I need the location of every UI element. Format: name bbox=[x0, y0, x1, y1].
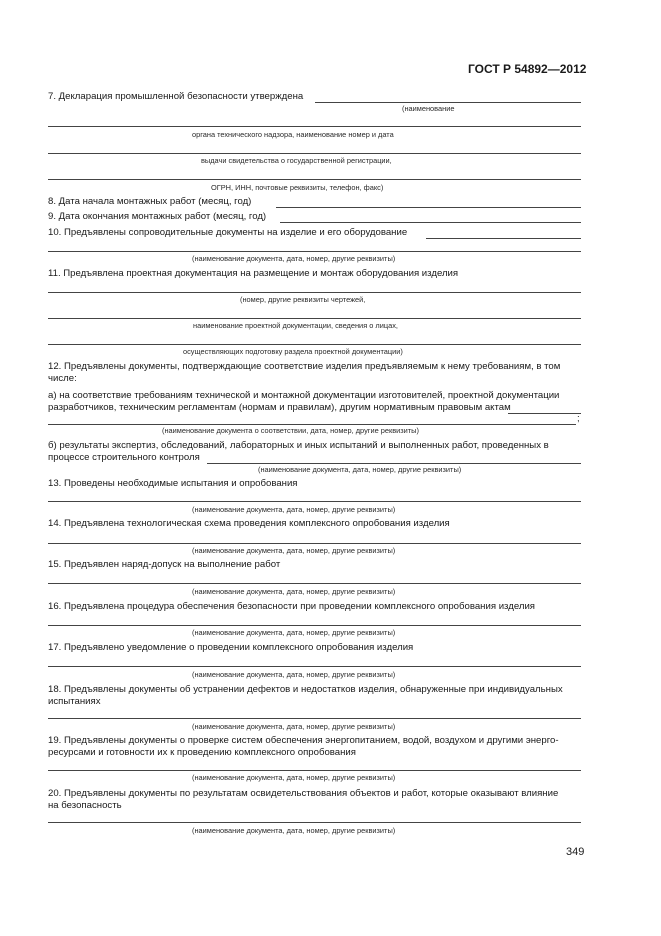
caption-proekt: наименование проектной документации, сведения о лицах, bbox=[193, 321, 398, 330]
item-17-text: 17. Предъявлено уведомление о проведении комплексного опробования изделия bbox=[48, 642, 414, 653]
caption-naimenovanie: (наименование bbox=[402, 104, 455, 113]
item-14-line bbox=[48, 543, 581, 544]
caption-doc-13: (наименование документа, дата, номер, другие реквизиты) bbox=[192, 505, 396, 514]
caption-doc-19: (наименование документа, дата, номер, другие реквизиты) bbox=[192, 773, 396, 782]
item-20-line bbox=[48, 822, 581, 823]
line-vydachi bbox=[48, 153, 581, 154]
caption-doc-20: (наименование документа, дата, номер, другие реквизиты) bbox=[192, 826, 396, 835]
standard-header: ГОСТ Р 54892—2012 bbox=[468, 62, 587, 76]
line-ogrn bbox=[48, 179, 581, 180]
item-18-text-2: испытаниях bbox=[48, 696, 101, 707]
item-18-text-1: 18. Предъявлены документы об устранении дефектов и недостатков изделия, обнаруженные при индивидуальных bbox=[48, 684, 563, 695]
caption-ogrn: ОГРН, ИНН, почтовые реквизиты, телефон, факс) bbox=[211, 183, 384, 192]
item-10-line bbox=[426, 238, 581, 239]
item-13-line bbox=[48, 501, 581, 502]
item-10-text: 10. Предъявлены сопроводительные документы на изделие и его оборудование bbox=[48, 227, 408, 238]
caption-osush: осуществляющих подготовку раздела проектной документации) bbox=[183, 347, 403, 356]
item-15-text: 15. Предъявлен наряд-допуск на выполнение работ bbox=[48, 559, 281, 570]
item-12-text-2: числе: bbox=[48, 373, 77, 384]
item-12a-line-2 bbox=[48, 424, 576, 425]
item-13-text: 13. Проведены необходимые испытания и опробования bbox=[48, 478, 298, 489]
item-12a-line bbox=[508, 413, 581, 414]
item-20-text-2: на безопасность bbox=[48, 800, 122, 811]
caption-doc-12b: (наименование документа, дата, номер, другие реквизиты) bbox=[258, 465, 462, 474]
item-12-text-1: 12. Предъявлены документы, подтверждающие соответствие изделия предъявляемым к нему требованиям, в том bbox=[48, 361, 561, 372]
item-12b-text-2: процессе строительного контроля bbox=[48, 452, 200, 463]
item-18-line bbox=[48, 718, 581, 719]
line-organ bbox=[48, 126, 581, 127]
page-number: 349 bbox=[566, 846, 585, 858]
item-19-line bbox=[48, 770, 581, 771]
item-11-text: 11. Предъявлена проектная документация на размещение и монтаж оборудования изделия bbox=[48, 268, 459, 279]
item-9-line bbox=[280, 222, 581, 223]
caption-doc-16: (наименование документа, дата, номер, другие реквизиты) bbox=[192, 628, 396, 637]
caption-doc-17: (наименование документа, дата, номер, другие реквизиты) bbox=[192, 670, 396, 679]
item-12a-text-2: разработчиков, техническим регламентам (нормам и правилам), другим нормативным правовым актам bbox=[48, 402, 511, 413]
item-19-text-2: ресурсами и готовности их к проведению комплексного опробования bbox=[48, 747, 356, 758]
caption-vydachi: выдачи свидетельства о государственной регистрации, bbox=[201, 156, 392, 165]
line-osush bbox=[48, 344, 581, 345]
caption-sootv: (наименование документа о соответствии, дата, номер, другие реквизиты) bbox=[162, 426, 419, 435]
item-7-text: 7. Декларация промышленной безопасности утверждена bbox=[48, 91, 304, 102]
semicolon: ; bbox=[577, 413, 580, 424]
item-12b-line bbox=[207, 463, 581, 464]
item-8-line bbox=[276, 207, 581, 208]
item-17-line bbox=[48, 666, 581, 667]
item-20-text-1: 20. Предъявлены документы по результатам освидетельствования объектов и работ, которые оказывают влияние bbox=[48, 788, 559, 799]
item-14-text: 14. Предъявлена технологическая схема проведения комплексного опробования изделия bbox=[48, 518, 450, 529]
item-10-line-2 bbox=[48, 251, 581, 252]
item-9-text: 9. Дата окончания монтажных работ (месяц, год) bbox=[48, 211, 267, 222]
caption-doc-14: (наименование документа, дата, номер, другие реквизиты) bbox=[192, 546, 396, 555]
caption-doc-10: (наименование документа, дата, номер, другие реквизиты) bbox=[192, 254, 396, 263]
caption-doc-15: (наименование документа, дата, номер, другие реквизиты) bbox=[192, 587, 396, 596]
item-7-line bbox=[315, 102, 581, 103]
line-proekt bbox=[48, 318, 581, 319]
caption-nomer: (номер, другие реквизиты чертежей, bbox=[240, 295, 366, 304]
caption-doc-18: (наименование документа, дата, номер, другие реквизиты) bbox=[192, 722, 396, 731]
item-12b-text-1: б) результаты экспертиз, обследований, лабораторных и иных испытаний и выполненных работ, проведенных в bbox=[48, 440, 549, 451]
item-8-text: 8. Дата начала монтажных работ (месяц, год) bbox=[48, 196, 252, 207]
item-16-text: 16. Предъявлена процедура обеспечения безопасности при проведении комплексного опробования изделия bbox=[48, 601, 536, 612]
item-12a-text-1: а) на соответствие требованиям технической и монтажной документации изготовителей, проектной документации bbox=[48, 390, 560, 401]
item-19-text-1: 19. Предъявлены документы о проверке систем обеспечения энергопитанием, водой, воздухом и другими энерго- bbox=[48, 735, 559, 746]
item-11-line bbox=[48, 292, 581, 293]
caption-organ: органа технического надзора, наименование номер и дата bbox=[192, 130, 394, 139]
item-16-line bbox=[48, 625, 581, 626]
item-15-line bbox=[48, 583, 581, 584]
